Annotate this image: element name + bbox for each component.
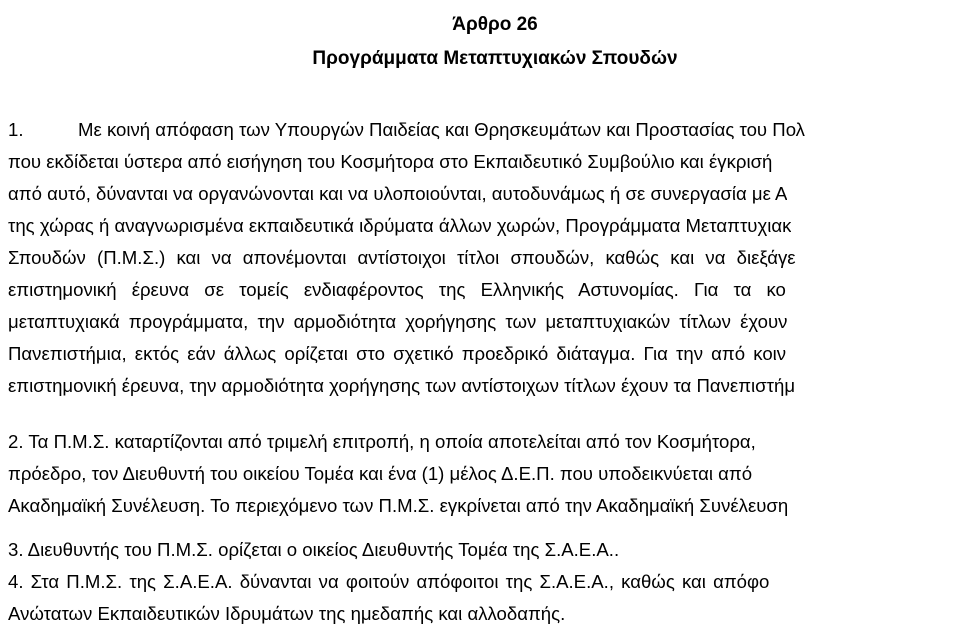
paragraph-2-line-3: Ακαδημαϊκή Συνέλευση. Το περιεχόμενο των Π.Μ.Σ. εγκρίνεται από την Ακαδημαϊκή Συνέλευση — [8, 495, 789, 516]
paragraph-2-line-1: 2. Τα Π.Μ.Σ. καταρτίζονται από τριμελή επιτροπή, η οποία αποτελείται από τον Κοσμήτορα, — [8, 431, 756, 452]
paragraph-1-line-1 — [8, 118, 805, 142]
paragraph-1-line-4: της χώρας ή αναγνωρισμένα εκπαιδευτικά ιδρύματα άλλων χωρών, Προγράμματα Μεταπτυχιακ — [8, 215, 792, 236]
paragraph-4-line-2: Ανώτατων Εκπαιδευτικών Ιδρυμάτων της ημεδαπής και αλλοδαπής. — [8, 603, 566, 624]
paragraph-1-text: Με κοινή απόφαση των Υπουργών Παιδείας και Θρησκευμάτων και Προστασίας του Πολ — [78, 119, 805, 140]
paragraph-4-line-1: 4. Στα Π.Μ.Σ. της Σ.Α.Ε.Α. δύνανται να φοιτούν απόφοιτοι της Σ.Α.Ε.Α., καθώς και απόφο — [8, 571, 770, 592]
article-number: Άρθρο 26 — [452, 14, 538, 35]
paragraph-1-line-5: Σπουδών (Π.Μ.Σ.) και να απονέμονται αντίστοιχοι τίτλοι σπουδών, καθώς και να διεξάγε — [8, 247, 796, 268]
paragraph-3-line-1: 3. Διευθυντής του Π.Μ.Σ. ορίζεται ο οικείος Διευθυντής Τομέα της Σ.Α.Ε.Α.. — [8, 539, 620, 560]
article-title: Προγράμματα Μεταπτυχιακών Σπουδών — [312, 48, 678, 69]
paragraph-1-line-9: επιστημονική έρευνα, την αρμοδιότητα χορήγησης των αντίστοιχων τίτλων έχουν τα Πανεπιστήμ — [8, 375, 796, 396]
paragraph-1-line-3: από αυτό, δύνανται να οργανώνονται και να υλοποιούνται, αυτοδυνάμως ή σε συνεργασία με Α — [8, 183, 788, 204]
paragraph-2-line-2: πρόεδρο, τον Διευθυντή του οικείου Τομέα και ένα (1) μέλος Δ.Ε.Π. που υποδεικνύεται από — [8, 463, 753, 484]
paragraph-1-line-6: επιστημονική έρευνα σε τομείς ενδιαφέροντος της Ελληνικής Αστυνομίας. Για τα κο — [8, 279, 786, 300]
paragraph-1-number: 1. — [8, 119, 24, 140]
paragraph-1-line-7: μεταπτυχιακά προγράμματα, την αρμοδιότητα χορήγησης των μεταπτυχιακών τίτλων έχουν — [8, 311, 788, 332]
paragraph-1-line-2: που εκδίδεται ύστερα από εισήγηση του Κοσμήτορα στο Εκπαιδευτικό Συμβούλιο και έγκρισή — [8, 151, 773, 172]
paragraph-1-line-8: Πανεπιστήμια, εκτός εάν άλλως ορίζεται στο σχετικό προεδρικό διάταγμα. Για την από κοιν — [8, 343, 787, 364]
